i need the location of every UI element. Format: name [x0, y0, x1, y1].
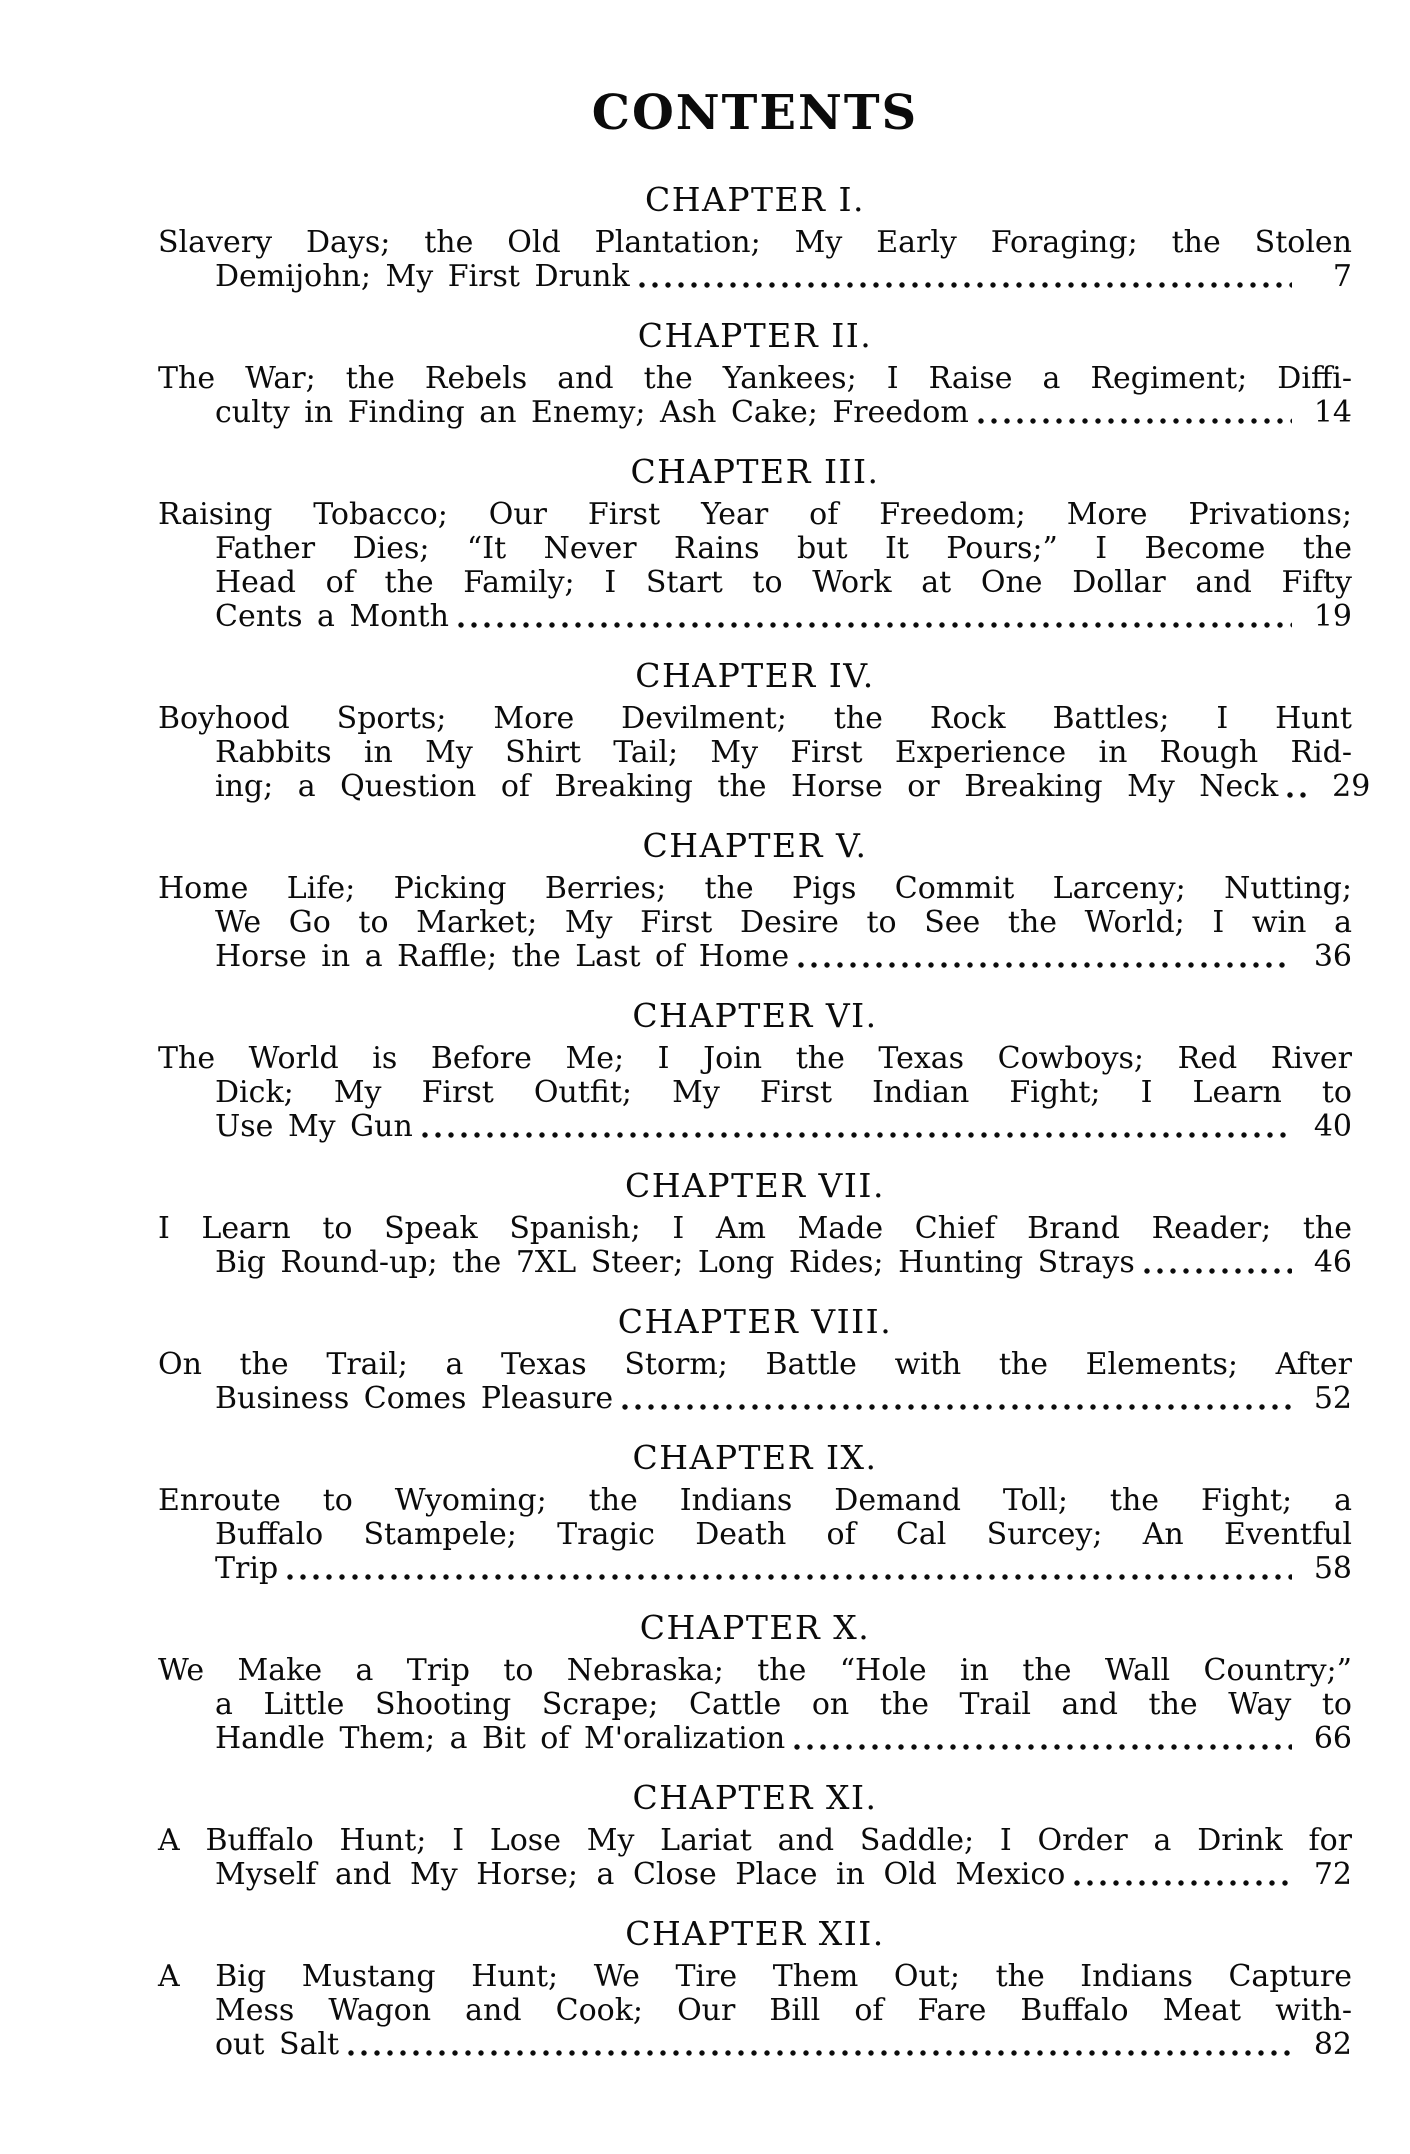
toc-line: Buffalo Stampele; Tragic Death of Cal Surcey; An Eventful [215, 1517, 1352, 1552]
dot-leader [975, 396, 1292, 430]
chapter-heading: CHAPTER VI. [632, 996, 878, 1035]
toc-entry-chapter-8 [158, 1304, 1352, 1416]
page-number: 36 [1313, 939, 1352, 974]
toc-entry-chapter-2 [158, 318, 1352, 430]
chapter-description [158, 1348, 1352, 1416]
page-title: CONTENTS [591, 85, 919, 141]
toc-line [215, 1110, 1352, 1144]
dot-leader [455, 600, 1292, 634]
toc-entry-chapter-3 [158, 454, 1352, 634]
page-number: 72 [1313, 1857, 1352, 1892]
page-number: 29 [1332, 769, 1371, 804]
dot-leader [619, 1382, 1292, 1416]
chapter-description [158, 226, 1352, 294]
dot-leader [345, 2028, 1292, 2062]
toc-line [215, 769, 1371, 804]
toc-line-tail: ing; a Question of Breaking the Horse or Breaking My Neck [215, 769, 1279, 804]
chapter-heading: CHAPTER VIII. [617, 1302, 893, 1341]
toc-line-tail: culty in Finding an Enemy; Ash Cake; Freedom [215, 395, 969, 430]
toc-line: We Make a Trip to Nebraska; the “Hole in the Wall Country;” [158, 1653, 1352, 1688]
toc-line [215, 396, 1352, 430]
dot-leader [284, 1552, 1292, 1586]
toc-line-tail: Trip [215, 1551, 279, 1586]
dot-leader [795, 940, 1292, 974]
toc-line-tail: Demijohn; My First Drunk [215, 259, 630, 294]
toc-entry-chapter-1 [158, 182, 1352, 294]
chapter-heading: CHAPTER I. [644, 180, 866, 219]
toc-entry-chapter-11 [158, 1780, 1352, 1892]
chapter-heading: CHAPTER IV. [635, 656, 875, 695]
toc-line [215, 260, 1352, 294]
chapter-description [158, 1212, 1352, 1280]
dot-leader [1071, 1858, 1292, 1892]
chapter-description [158, 872, 1352, 974]
toc-line: Head of the Family; I Start to Work at One Dollar and Fifty [215, 565, 1352, 600]
chapter-description [158, 362, 1352, 430]
toc-line: Slavery Days; the Old Plantation; My Early Foraging; the Stolen [158, 225, 1352, 260]
toc-line: Enroute to Wyoming; the Indians Demand Toll; the Fight; a [158, 1483, 1352, 1518]
toc-line-tail: out Salt [215, 2027, 340, 2062]
chapter-heading: CHAPTER III. [630, 452, 880, 491]
chapter-description [158, 701, 1371, 804]
toc-line: I Learn to Speak Spanish; I Am Made Chief Brand Reader; the [158, 1211, 1352, 1246]
toc-line-tail: Horse in a Raffle; the Last of Home [215, 939, 790, 974]
toc-line: A Big Mustang Hunt; We Tire Them Out; the Indians Capture [158, 1959, 1352, 1994]
toc-line: a Little Shooting Scrape; Cattle on the Trail and the Way to [215, 1687, 1352, 1722]
chapter-description [158, 1960, 1352, 2062]
toc-line: The World is Before Me; I Join the Texas Cowboys; Red River [158, 1041, 1352, 1076]
toc-line [215, 2028, 1352, 2062]
toc-line [215, 1858, 1352, 1892]
toc-entry-chapter-10 [158, 1610, 1352, 1756]
toc-line [215, 1382, 1352, 1416]
chapter-heading: CHAPTER XII. [625, 1914, 885, 1953]
toc-line [215, 940, 1352, 974]
page-number: 46 [1313, 1245, 1352, 1280]
toc-line: Home Life; Picking Berries; the Pigs Commit Larceny; Nutting; [158, 871, 1352, 906]
toc-line: We Go to Market; My First Desire to See the World; I win a [215, 905, 1352, 940]
dot-leader [419, 1110, 1292, 1144]
toc-entry-chapter-7 [158, 1168, 1352, 1280]
page-number: 82 [1313, 2027, 1352, 2062]
toc-line: Father Dies; “It Never Rains but It Pours;” I Become the [215, 531, 1352, 566]
toc-line: On the Trail; a Texas Storm; Battle with the Elements; After [158, 1347, 1352, 1382]
toc-line: Mess Wagon and Cook; Our Bill of Fare Buffalo Meat with- [215, 1993, 1352, 2028]
chapter-description [158, 498, 1352, 634]
page-number: 52 [1313, 1381, 1352, 1416]
toc-line: Boyhood Sports; More Devilment; the Rock Battles; I Hunt [158, 701, 1352, 736]
chapter-description [158, 1484, 1352, 1586]
toc-line [215, 600, 1352, 634]
toc-line: A Buffalo Hunt; I Lose My Lariat and Saddle; I Order a Drink for [158, 1823, 1352, 1858]
toc-line: Dick; My First Outfit; My First Indian Fight; I Learn to [215, 1075, 1352, 1110]
toc-entry-chapter-9 [158, 1440, 1352, 1586]
toc-entry-chapter-6 [158, 998, 1352, 1144]
dot-leader [1141, 1246, 1292, 1280]
toc-line-tail: Use My Gun [215, 1109, 413, 1144]
toc-line [215, 1552, 1352, 1586]
page-number: 40 [1313, 1109, 1352, 1144]
toc-line [215, 1246, 1352, 1280]
chapter-heading: CHAPTER X. [639, 1608, 871, 1647]
toc-line: Rabbits in My Shirt Tail; My First Experience in Rough Rid- [215, 735, 1352, 770]
dot-leader [636, 260, 1292, 294]
chapter-description [158, 1654, 1352, 1756]
page-number: 7 [1332, 259, 1352, 294]
toc-entry-chapter-12 [158, 1916, 1352, 2062]
chapter-heading: CHAPTER V. [642, 826, 868, 865]
page-number: 19 [1313, 599, 1352, 634]
dot-leader [791, 1722, 1292, 1756]
toc-line: Raising Tobacco; Our First Year of Freedom; More Privations; [158, 497, 1352, 532]
chapter-heading: CHAPTER XI. [632, 1778, 878, 1817]
chapter-description [158, 1824, 1352, 1892]
dot-leader [1284, 770, 1310, 804]
chapter-heading: CHAPTER II. [637, 316, 873, 355]
toc-line: The War; the Rebels and the Yankees; I Raise a Regiment; Diffi- [158, 361, 1352, 396]
toc-line-tail: Cents a Month [215, 599, 449, 634]
chapter-description [158, 1042, 1352, 1144]
toc-entry-chapter-4 [158, 656, 1371, 804]
chapter-heading: CHAPTER IX. [632, 1438, 878, 1477]
toc-line-tail: Handle Them; a Bit of M'oralization [215, 1721, 786, 1756]
toc-line-tail: Business Comes Pleasure [215, 1381, 614, 1416]
toc-line-tail: Myself and My Horse; a Close Place in Old Mexico [215, 1857, 1066, 1892]
toc-entry-chapter-5 [158, 828, 1352, 974]
chapter-heading: CHAPTER VII. [625, 1166, 885, 1205]
toc-line-tail: Big Round-up; the 7XL Steer; Long Rides; Hunting Strays [215, 1245, 1135, 1280]
page-number: 14 [1313, 395, 1352, 430]
toc-line [215, 1722, 1352, 1756]
page-number: 58 [1313, 1551, 1352, 1586]
page-number: 66 [1313, 1721, 1352, 1756]
